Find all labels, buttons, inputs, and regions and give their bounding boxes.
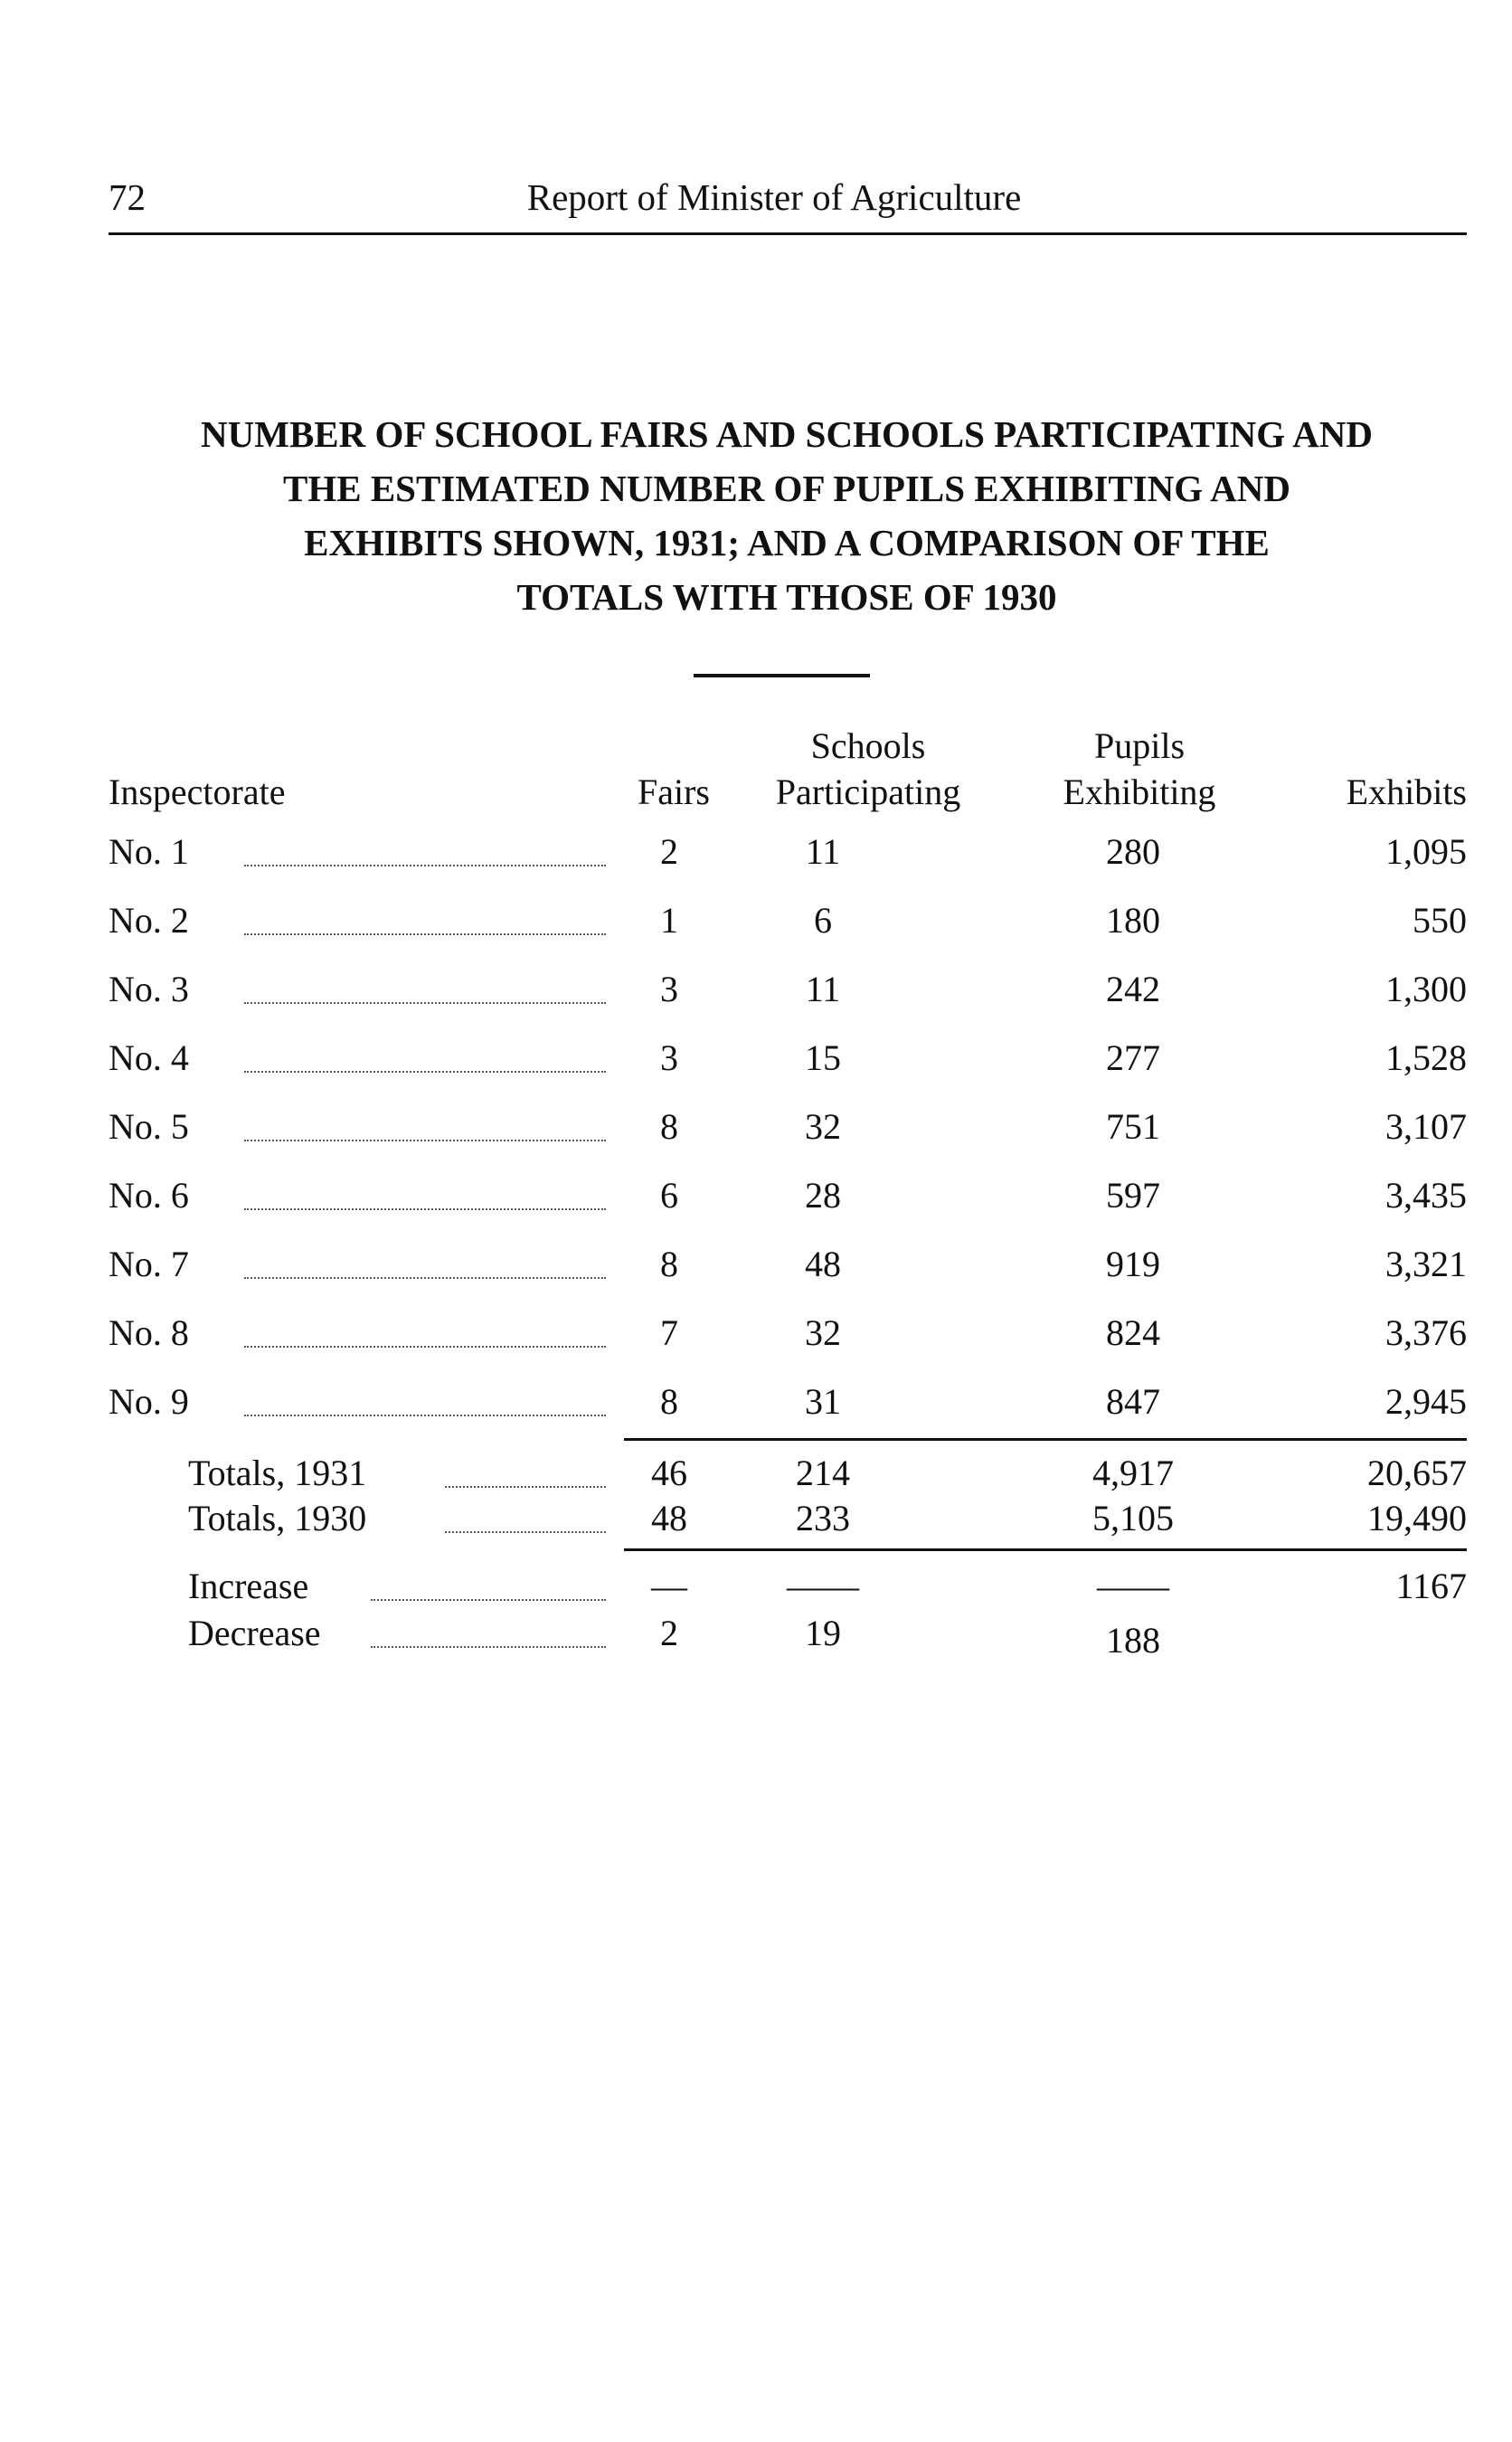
cell-schools: 31 <box>805 1381 841 1422</box>
cell-fairs: 1 <box>660 900 678 941</box>
cell-pupils: 597 <box>1106 1175 1160 1216</box>
cell-fairs: 2 <box>660 1613 678 1653</box>
cell-pupils: 824 <box>1106 1312 1160 1353</box>
cell-pupils: 180 <box>1106 900 1160 941</box>
title-line: THE ESTIMATED NUMBER OF PUPILS EXHIBITING AND <box>282 468 1290 509</box>
cell-pupils: 919 <box>1106 1244 1160 1284</box>
running-head: Report of Minister of Agriculture <box>526 176 1022 218</box>
cell-exhibits: 1,095 <box>1385 831 1467 872</box>
title-line: NUMBER OF SCHOOL FAIRS AND SCHOOLS PARTICIPATING AND <box>201 413 1373 455</box>
cell-fairs: 46 <box>651 1453 687 1493</box>
header-schools-line1: Schools <box>810 725 926 766</box>
cell-schools: 11 <box>805 831 841 872</box>
cell-pupils: 847 <box>1106 1381 1160 1422</box>
cell-schools: 214 <box>796 1453 850 1493</box>
cell-fairs: 8 <box>660 1381 678 1422</box>
cell-fairs: 8 <box>660 1106 678 1147</box>
cell-exhibits: 19,490 <box>1367 1498 1467 1538</box>
cell-schools: 19 <box>805 1613 841 1653</box>
cell-pupils: 5,105 <box>1092 1498 1174 1538</box>
totals-label: Totals, 1930 <box>188 1498 367 1538</box>
dot-leader <box>244 1002 606 1004</box>
dot-leader <box>244 1346 606 1348</box>
header-inspectorate: Inspectorate <box>109 771 286 812</box>
cell-pupils: 4,917 <box>1092 1453 1174 1493</box>
cell-schools: 15 <box>805 1037 841 1078</box>
cell-exhibits: 3,376 <box>1385 1312 1467 1353</box>
header-pupils-line2: Exhibiting <box>1063 771 1216 812</box>
cell-fairs: 2 <box>660 831 678 872</box>
cell-schools: 32 <box>805 1312 841 1353</box>
increase-label: Increase <box>188 1566 309 1606</box>
cell-fairs: 48 <box>651 1498 687 1538</box>
header-fairs: Fairs <box>638 771 710 812</box>
cell-pupils: —— <box>1097 1566 1169 1606</box>
row-label: No. 6 <box>109 1175 189 1216</box>
cell-fairs: 3 <box>660 969 678 1009</box>
dot-leader <box>244 933 606 935</box>
row-label: No. 9 <box>109 1381 189 1422</box>
row-label: No. 7 <box>109 1244 189 1284</box>
title-line: EXHIBITS SHOWN, 1931; AND A COMPARISON OF THE <box>304 522 1270 563</box>
cell-exhibits: 1167 <box>1395 1566 1467 1606</box>
cell-pupils: 242 <box>1106 969 1160 1009</box>
cell-exhibits: 1,528 <box>1385 1037 1467 1078</box>
cell-schools: —— <box>787 1566 859 1606</box>
dot-leader <box>371 1599 606 1601</box>
cell-pupils: 280 <box>1106 831 1160 872</box>
row-label: No. 1 <box>109 831 189 872</box>
cell-exhibits: 550 <box>1413 900 1467 941</box>
cell-schools: 48 <box>805 1244 841 1284</box>
cell-exhibits: 3,107 <box>1385 1106 1467 1147</box>
cell-schools: 28 <box>805 1175 841 1216</box>
cell-schools: 233 <box>796 1498 850 1538</box>
row-label: No. 4 <box>109 1037 189 1078</box>
cell-schools: 32 <box>805 1106 841 1147</box>
cell-pupils: 277 <box>1106 1037 1160 1078</box>
dot-leader <box>244 1140 606 1141</box>
cell-pupils: 751 <box>1106 1106 1160 1147</box>
totals-rule <box>624 1438 1467 1441</box>
page-number: 72 <box>109 176 146 218</box>
diff-rule <box>624 1548 1467 1551</box>
title-line: TOTALS WITH THOSE OF 1930 <box>516 576 1057 618</box>
decrease-label: Decrease <box>188 1613 321 1653</box>
cell-pupils: 188 <box>1106 1620 1160 1661</box>
totals-label: Totals, 1931 <box>188 1453 367 1493</box>
dot-leader <box>244 1208 606 1210</box>
dot-leader <box>371 1646 606 1648</box>
cell-fairs: — <box>651 1566 687 1606</box>
cell-fairs: 8 <box>660 1244 678 1284</box>
row-label: No. 3 <box>109 969 189 1009</box>
cell-exhibits: 20,657 <box>1367 1453 1467 1493</box>
row-label: No. 8 <box>109 1312 189 1353</box>
header-pupils-line1: Pupils <box>1093 725 1186 766</box>
cell-schools: 11 <box>805 969 841 1009</box>
dot-leader <box>445 1531 606 1533</box>
dot-leader <box>445 1486 606 1488</box>
header-exhibits: Exhibits <box>1346 771 1467 812</box>
cell-exhibits: 1,300 <box>1385 969 1467 1009</box>
cell-exhibits: 3,321 <box>1385 1244 1467 1284</box>
cell-fairs: 3 <box>660 1037 678 1078</box>
cell-fairs: 7 <box>660 1312 678 1353</box>
cell-schools: 6 <box>814 900 832 941</box>
cell-exhibits: 2,945 <box>1385 1381 1467 1422</box>
dot-leader <box>244 865 606 866</box>
row-label: No. 5 <box>109 1106 189 1147</box>
cell-exhibits: 3,435 <box>1385 1175 1467 1216</box>
row-label: No. 2 <box>109 900 189 941</box>
dot-leader <box>244 1071 606 1073</box>
dot-leader <box>244 1277 606 1279</box>
header-schools-line2: Participating <box>775 771 961 812</box>
dot-leader <box>244 1415 606 1416</box>
cell-fairs: 6 <box>660 1175 678 1216</box>
